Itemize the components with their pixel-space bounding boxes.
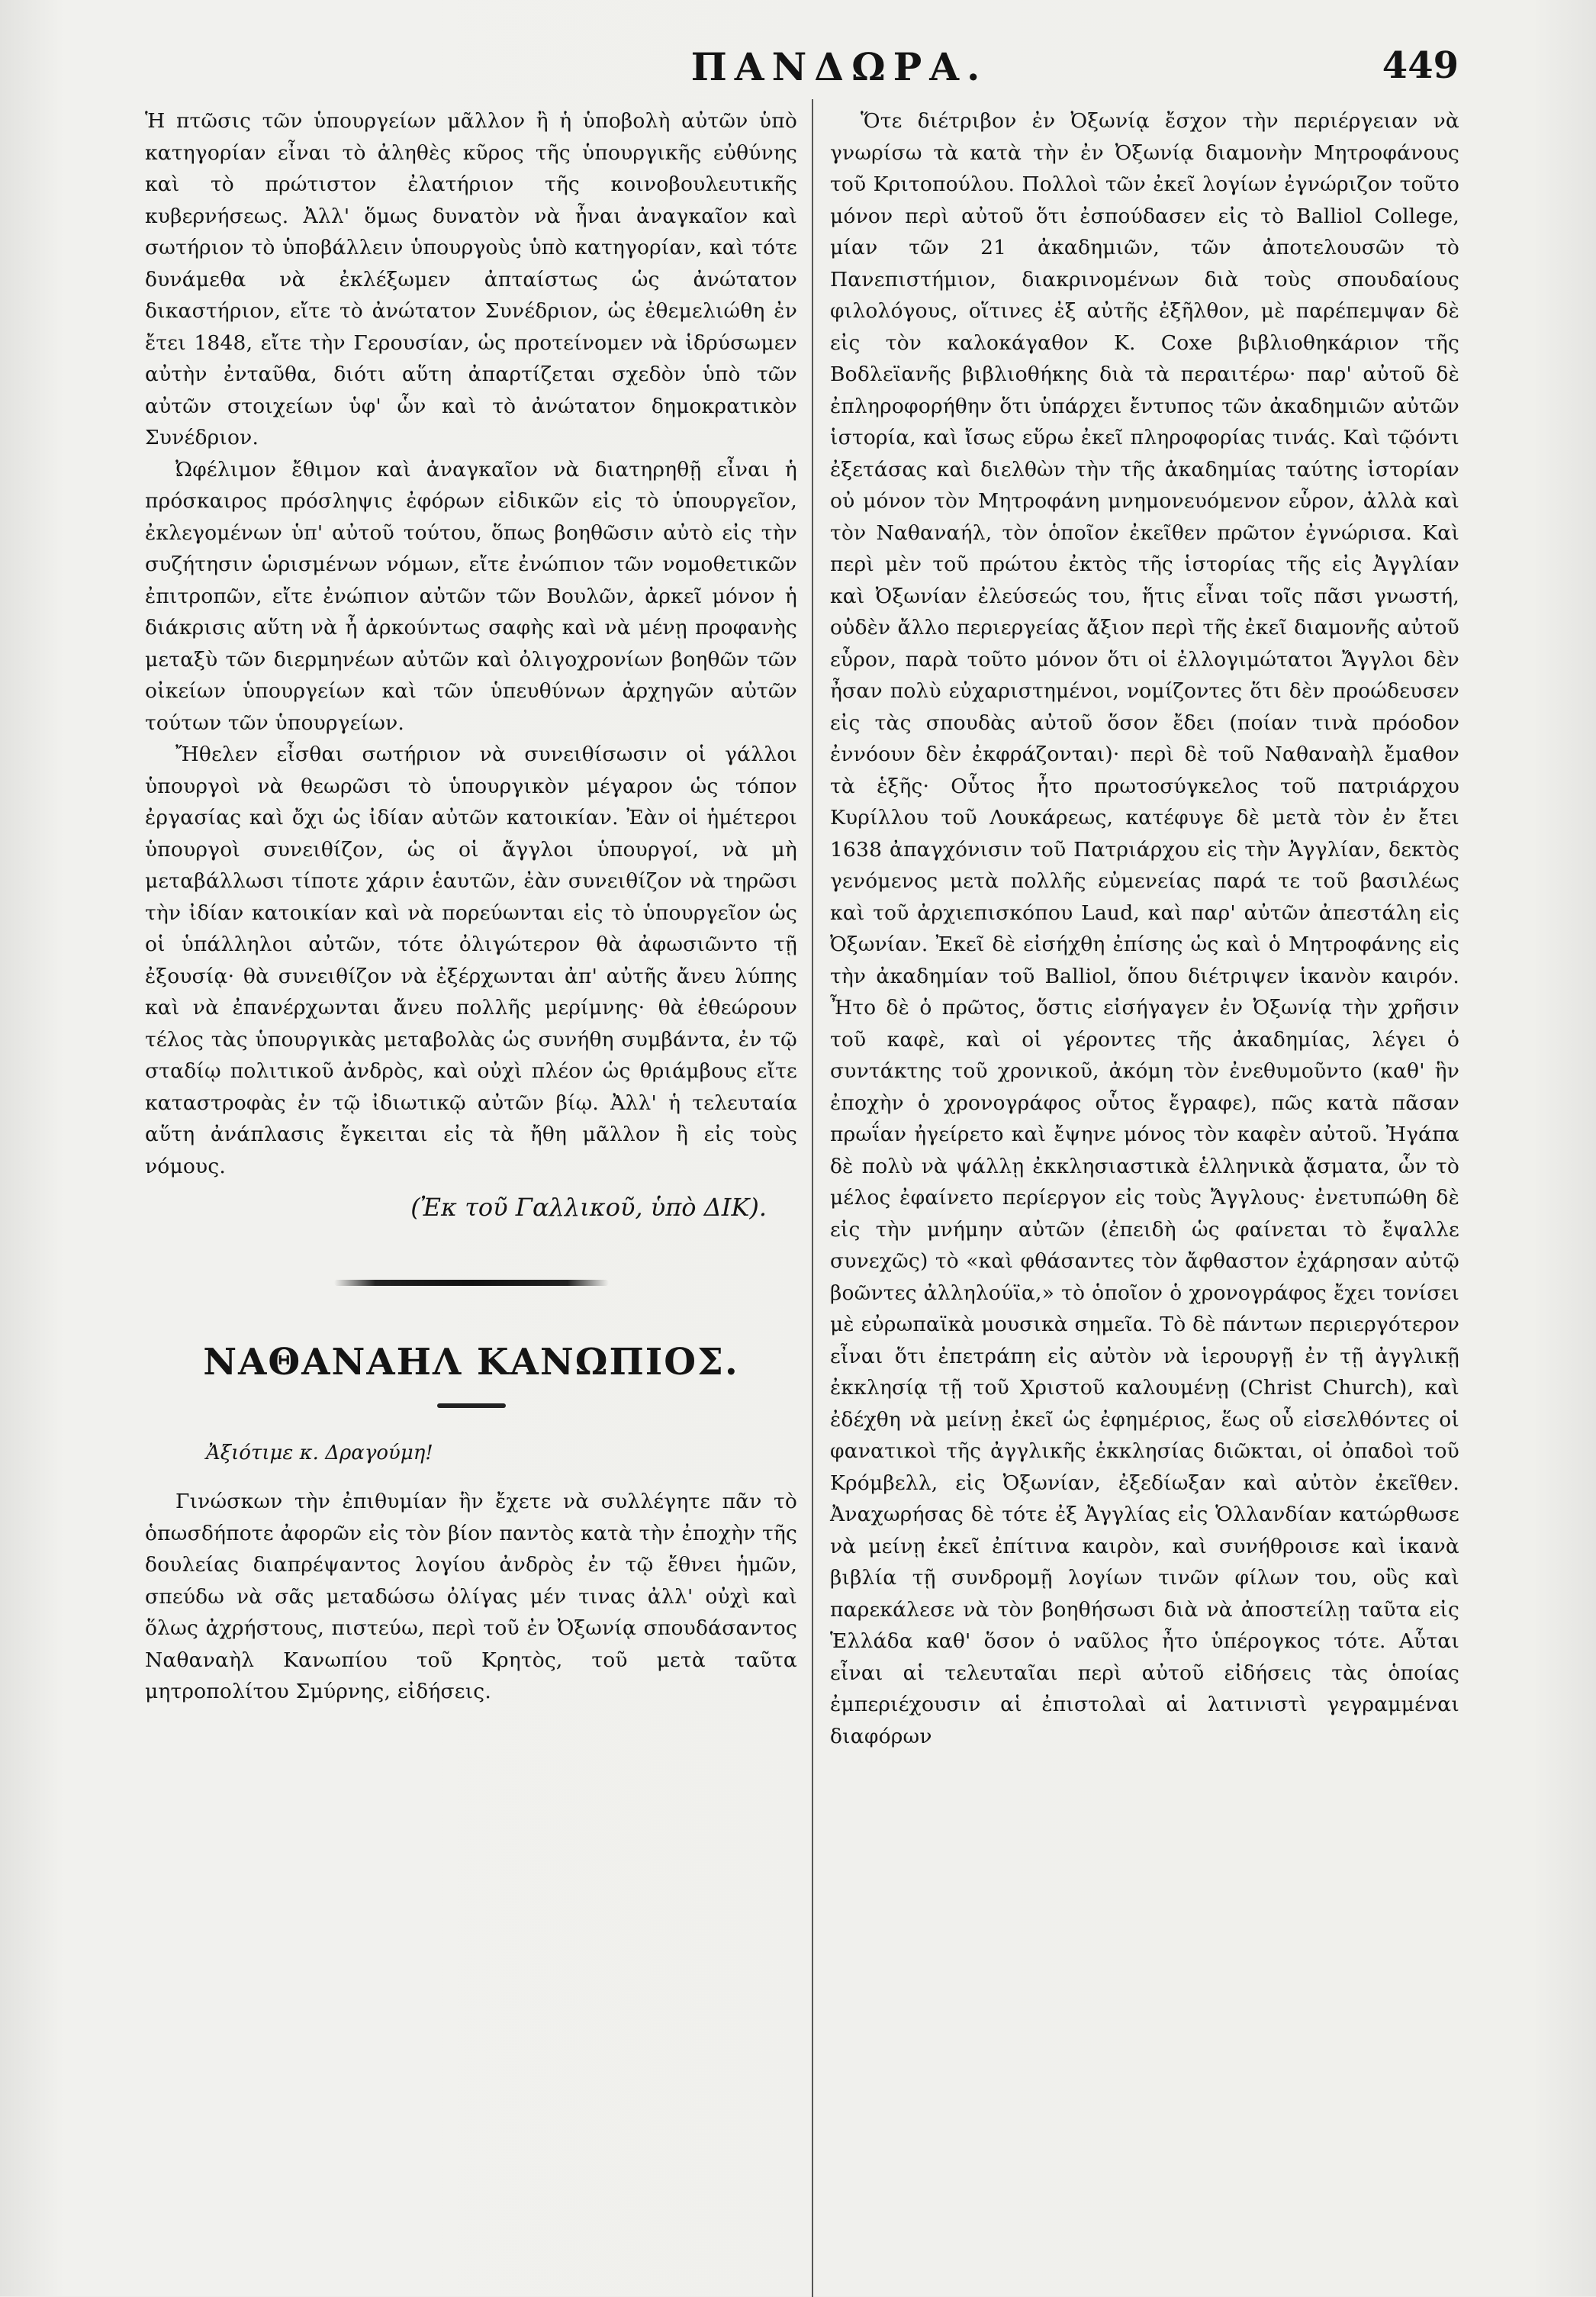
salutation: Ἀξιότιμε κ. Δραγούμη! bbox=[206, 1442, 433, 1464]
left-column bbox=[145, 105, 797, 2273]
paragraph: Γινώσκων τὴν ἐπιθυμίαν ἣν ἔχετε νὰ συλλέγητε πᾶν τὸ ὁπωσδήποτε ἀφορῶν εἰς τὸν βίον παντὸς κατὰ τὴν ἐποχὴν τῆς δουλείας διαπρέψαντος λογίου ἀνδρὸς ἐν τῷ ἔθνει ἡμῶν, σπεύδω νὰ σᾶς μεταδώσω ὀλίγας μέν τινας ἀλλ' οὐχὶ καὶ ὅλως ἀχρήστους, πιστεύω, περὶ τοῦ ἐν Ὀξωνίᾳ σπουδάσαντος Ναθαναὴλ Κανωπίου τοῦ Κρητὸς, τοῦ μετὰ ταῦτα μητροπολίτου Σμύρνης, εἰδήσεις. bbox=[145, 1490, 797, 1703]
article-title: ΝΑΘΑΝΑΗΛ ΚΑΝΩΠΙΟΣ. bbox=[203, 1341, 739, 1384]
paragraph: Ἤθελεν εἶσθαι σωτήριον νὰ συνειθίσωσιν οἱ γάλλοι ὑπουργοὶ νὰ θεωρῶσι τὸ ὑπουργικὸν μέγαρον ὡς τόπον ἐργασίας καὶ ὄχι ὡς ἰδίαν αὐτῶν κατοικίαν. Ἐὰν οἱ ἡμέτεροι ὑπουργοὶ συνειθίζον, ὡς οἱ ἄγγλοι ὑπουργοί, νὰ μὴ μεταβάλλωσι τίποτε χάριν ἑαυτῶν, ἐὰν συνειθίζον νὰ τηρῶσι τὴν ἰδίαν κατοικίαν καὶ νὰ πορεύωνται εἰς τὸ ὑπουργεῖον ὡς οἱ ὑπάλληλοι αὐτῶν, τότε ὀλιγώτερον θὰ ἀφωσιῶντο τῇ ἐξουσίᾳ· θὰ συνειθίζον νὰ ἐξέρχωνται ἀπ' αὐτῆς ἄνευ λύπης καὶ νὰ ἐπανέρχωνται ἄνευ πολλῆς μερίμνης· θὰ ἐθεώρουν τέλος τὰς ὑπουργικὰς μεταβολὰς ὡς συνήθη συμβάντα, ἐν τῷ σταδίῳ πολιτικοῦ ἀνδρὸς, καὶ οὐχὶ πλέον ὡς θριάμβους εἴτε καταστροφὰς ἐν τῷ ἰδιωτικῷ αὐτῶν βίῳ. Ἀλλ' ἡ τελευταία αὕτη ἀνάπλασις ἔγκειται εἰς τὰ ἤθη μᾶλλον ἢ εἰς τοὺς νόμους. bbox=[145, 743, 797, 1178]
column-divider bbox=[812, 99, 813, 2297]
right-column bbox=[830, 105, 1459, 2273]
section-divider bbox=[334, 1280, 609, 1286]
paragraph: Ὠφέλιμον ἔθιμον καὶ ἀναγκαῖον νὰ διατηρηθῇ εἶναι ἡ πρόσκαιρος πρόσληψις ἐφόρων εἰδικῶν εἰς τὸ ὑπουργεῖον, ἐκλεγομένων ὑπ' αὐτοῦ τούτου, ὅπως βοηθῶσιν αὐτὸ εἰς τὴν συζήτησιν ὡρισμένων νόμων, εἴτε ἐνώπιον τῶν νομοθετικῶν ἐπιτροπῶν, εἴτε ἐνώπιον αὐτῶν τῶν Βουλῶν, ἀρκεῖ μόνον ἡ διάκρισις αὕτη νὰ ἦ ἀρκούντως σαφὴς καὶ νὰ μένῃ προφανὴς μεταξὺ τῶν διερμηνέων αὐτῶν καὶ ὀλιγοχρονίων βοηθῶν τῶν οἰκείων ὑπουργείων καὶ τῶν ὑπευθύνων ἀρχηγῶν αὐτῶν τούτων τῶν ὑπουργείων. bbox=[145, 457, 797, 735]
running-title: ΠΑΝΔΩΡΑ. bbox=[690, 44, 988, 89]
paragraph: Ἡ πτῶσις τῶν ὑπουργείων μᾶλλον ἢ ἡ ὑποβολὴ αὐτῶν ὑπὸ κατηγορίαν εἶναι τὸ ἀληθὲς κῦρος τῆς ὑπουργικῆς εὐθύνης καὶ τὸ πρώτιστον ἐλατήριον τῆς κοινοβουλευτικῆς κυβερνήσεως. Ἀλλ' ὅμως δυνατὸν νὰ ἦναι ἀναγκαῖον καὶ σωτήριον τὸ ὑποβάλλειν ὑπουργοὺς ὑπὸ κατηγορίαν, καὶ τότε δυνάμεθα νὰ ἐκλέξωμεν ἀπταίστως ὡς ἀνώτατον δικαστήριον, εἴτε τὸ ἀνώτατον Συνέδριον, ὡς ἐθεμελιώθη ἐν ἔτει 1848, εἴτε τὴν Γερουσίαν, ὡς προτείνομεν νὰ ἱδρύσωμεν αὐτὴν ἐνταῦθα, διότι αὕτη ἀπαρτίζεται σχεδὸν ὑπὸ τῶν αὐτῶν στοιχείων ὑφ' ὧν καὶ τὸ ἀνώτατον δημοκρατικὸν Συνέδριον. bbox=[145, 109, 797, 449]
page-number: 449 bbox=[1382, 44, 1459, 87]
title-ornament bbox=[437, 1403, 506, 1408]
paragraph: Ὅτε διέτριβον ἐν Ὀξωνίᾳ ἔσχον τὴν περιέργειαν νὰ γνωρίσω τὰ κατὰ τὴν ἐν Ὀξωνίᾳ διαμονὴν Μητροφάνους τοῦ Κριτοπούλου. Πολλοὶ τῶν ἐκεῖ λογίων ἐγνώριζον τοῦτο μόνον περὶ αὐτοῦ ὅτι ἐσπούδασεν εἰς τὸ Balliol College, μίαν τῶν 21 ἀκαδημιῶν, τῶν ἀποτελουσῶν τὸ Πανεπιστήμιον, διακρινομένων διὰ τοὺς σπουδαίους φιλολόγους, οἵτινες ἐξ αὐτῆς ἐξῆλθον, μὲ παρέπεμψαν δὲ εἰς τὸν καλοκάγαθον Κ. Coxe βιβλιοθηκάριον τῆς Βοδλεϊανῆς βιβλιοθήκης διὰ τὰ περαιτέρω· παρ' αὐτοῦ δὲ ἐπληροφορήθην ὅτι ὑπάρχει ἔντυπος τῶν ἀκαδημιῶν αὐτῶν ἱστορία, καὶ ἴσως εὕρω ἐκεῖ πληροφορίας τινάς. Καὶ τῷόντι ἐξετάσας καὶ διελθὼν τὴν τῆς ἀκαδημίας ταύτης ἱστορίαν οὐ μόνον τὸν Μητροφάνη μνημονευόμενον εὗρον, ἀλλὰ καὶ τὸν Ναθαναήλ, τὸν ὁποῖον ἐκεῖθεν πρῶτον ἐγνώρισα. Καὶ περὶ μὲν τοῦ πρώτου ἐκτὸς τῆς ἱστορίας τῆς εἰς Ἀγγλίαν καὶ Ὀξωνίαν ἐλεύσεώς του, ἥτις εἶναι τοῖς πᾶσι γνωστή, οὐδὲν ἄλλο περιεργείας ἄξιον περὶ τῆς ἐκεῖ διαμονῆς αὐτοῦ εὗρον, παρὰ τοῦτο μόνον ὅτι οἱ ἐλλογιμώτατοι Ἄγγλοι δὲν ἦσαν πολὺ εὐχαριστημένοι, νομίζοντες ὅτι δὲν προώδευσεν εἰς τὰς σπουδὰς αὐτοῦ ὅσον ἔδει (ποίαν τινὰ πρόοδον ἐννόουν δὲν ἐκφράζονται)· περὶ δὲ τοῦ Ναθαναὴλ ἔμαθον τὰ ἑξῆς· Οὗτος ἦτο πρωτοσύγκελος τοῦ πατριάρχου Κυρίλλου τοῦ Λουκάρεως, κατέφυγε δὲ μετὰ τὸν ἐν ἔτει 1638 ἀπαγχόνισιν τοῦ Πατριάρχου εἰς τὴν Ἀγγλίαν, δεκτὸς γενόμενος μετὰ πολλῆς εὐμενείας παρά τε τοῦ βασιλέως καὶ τοῦ ἀρχιεπισκόπου Laud, καὶ παρ' αὐτῶν ἀπεστάλη εἰς Ὀξωνίαν. Ἐκεῖ δὲ εἰσήχθη ἐπίσης ὡς καὶ ὁ Μητροφάνης εἰς τὴν ἀκαδημίαν τοῦ Balliol, ὅπου διέτριψεν ἱκανὸν καιρόν. Ἦτο δὲ ὁ πρῶτος, ὅστις εἰσήγαγεν ἐν Ὀξωνίᾳ τὴν χρῆσιν τοῦ καφὲ, καὶ οἱ γέροντες τῆς ἀκαδημίας, λέγει ὁ συντάκτης τοῦ χρονικοῦ, ἀκόμη τὸν ἐνεθυμοῦντο (καθ' ἣν ἐποχὴν ὁ χρονογράφος οὗτος ἔγραφε), πῶς κατὰ πᾶσαν πρωΐαν ἠγείρετο καὶ ἔψηνε μόνος τὸν καφὲν αὐτοῦ. Ἠγάπα δὲ πολὺ νὰ ψάλλῃ ἐκκλησιαστικὰ ἑλληνικὰ ᾄσματα, ὧν τὸ μέλος ἐφαίνετο περίεργον εἰς τοὺς Ἄγγλους· ἐνετυπώθη δὲ εἰς τὴν μνήμην αὐτῶν (ἐπειδὴ ὡς φαίνεται τὸ ἔψαλλε συνεχῶς) τὸ «καὶ φθάσαντες τὸν ἄφθαστον ἐχάρησαν αὐτῷ βοῶντες ἀλληλούϊα,» τὸ ὁποῖον ὁ χρονογράφος ἔχει τονίσει μὲ εὐρωπαϊκὰ μουσικὰ σημεῖα. Τὸ δὲ πάντων περιεργότερον εἶναι ὅτι ἐπετράπη εἰς αὐτὸν νὰ ἱερουργῇ ἐν τῇ ἀγγλικῇ ἐκκλησίᾳ τῇ τοῦ Χριστοῦ καλουμένῃ (Christ Church), καὶ ἐδέχθη νὰ μείνῃ ἐκεῖ ὡς ἐφημέριος, ἕως οὗ εἰσελθόντες οἱ φανατικοὶ τῆς ἀγγλικῆς ἐκκλησίας διῶκται, οἱ ὀπαδοὶ τοῦ Κρόμβελλ, εἰς Ὀξωνίαν, ἐξεδίωξαν καὶ αὐτὸν ἐκεῖθεν. Ἀναχωρήσας δὲ τότε ἐξ Ἀγγλίας εἰς Ὁλλανδίαν κατώρθωσε νὰ μείνῃ ἐκεῖ ἐπίτινα καιρὸν, καὶ συνήθροισε καὶ ἱκανὰ βιβλία τῇ συνδρομῇ λογίων τινῶν φίλων του, οὓς καὶ παρεκάλεσε νὰ τὸν βοηθήσωσι διὰ νὰ ἀποστείλῃ ταῦτα εἰς Ἑλλάδα καθ' ὅσον ὁ ναῦλος ἦτο ὑπέρογκος τότε. Αὗται εἶναι αἱ τελευταῖαι περὶ αὐτοῦ εἰδήσεις τὰς ὁποίας ἐμπεριέχουσιν αἱ ἐπιστολαὶ αἱ λατινιστὶ γεγραμμέναι διαφόρων bbox=[830, 109, 1459, 1748]
translator-signature: (Ἐκ τοῦ Γαλλικοῦ, ὑπὸ ΔΙΚ). bbox=[410, 1193, 767, 1222]
